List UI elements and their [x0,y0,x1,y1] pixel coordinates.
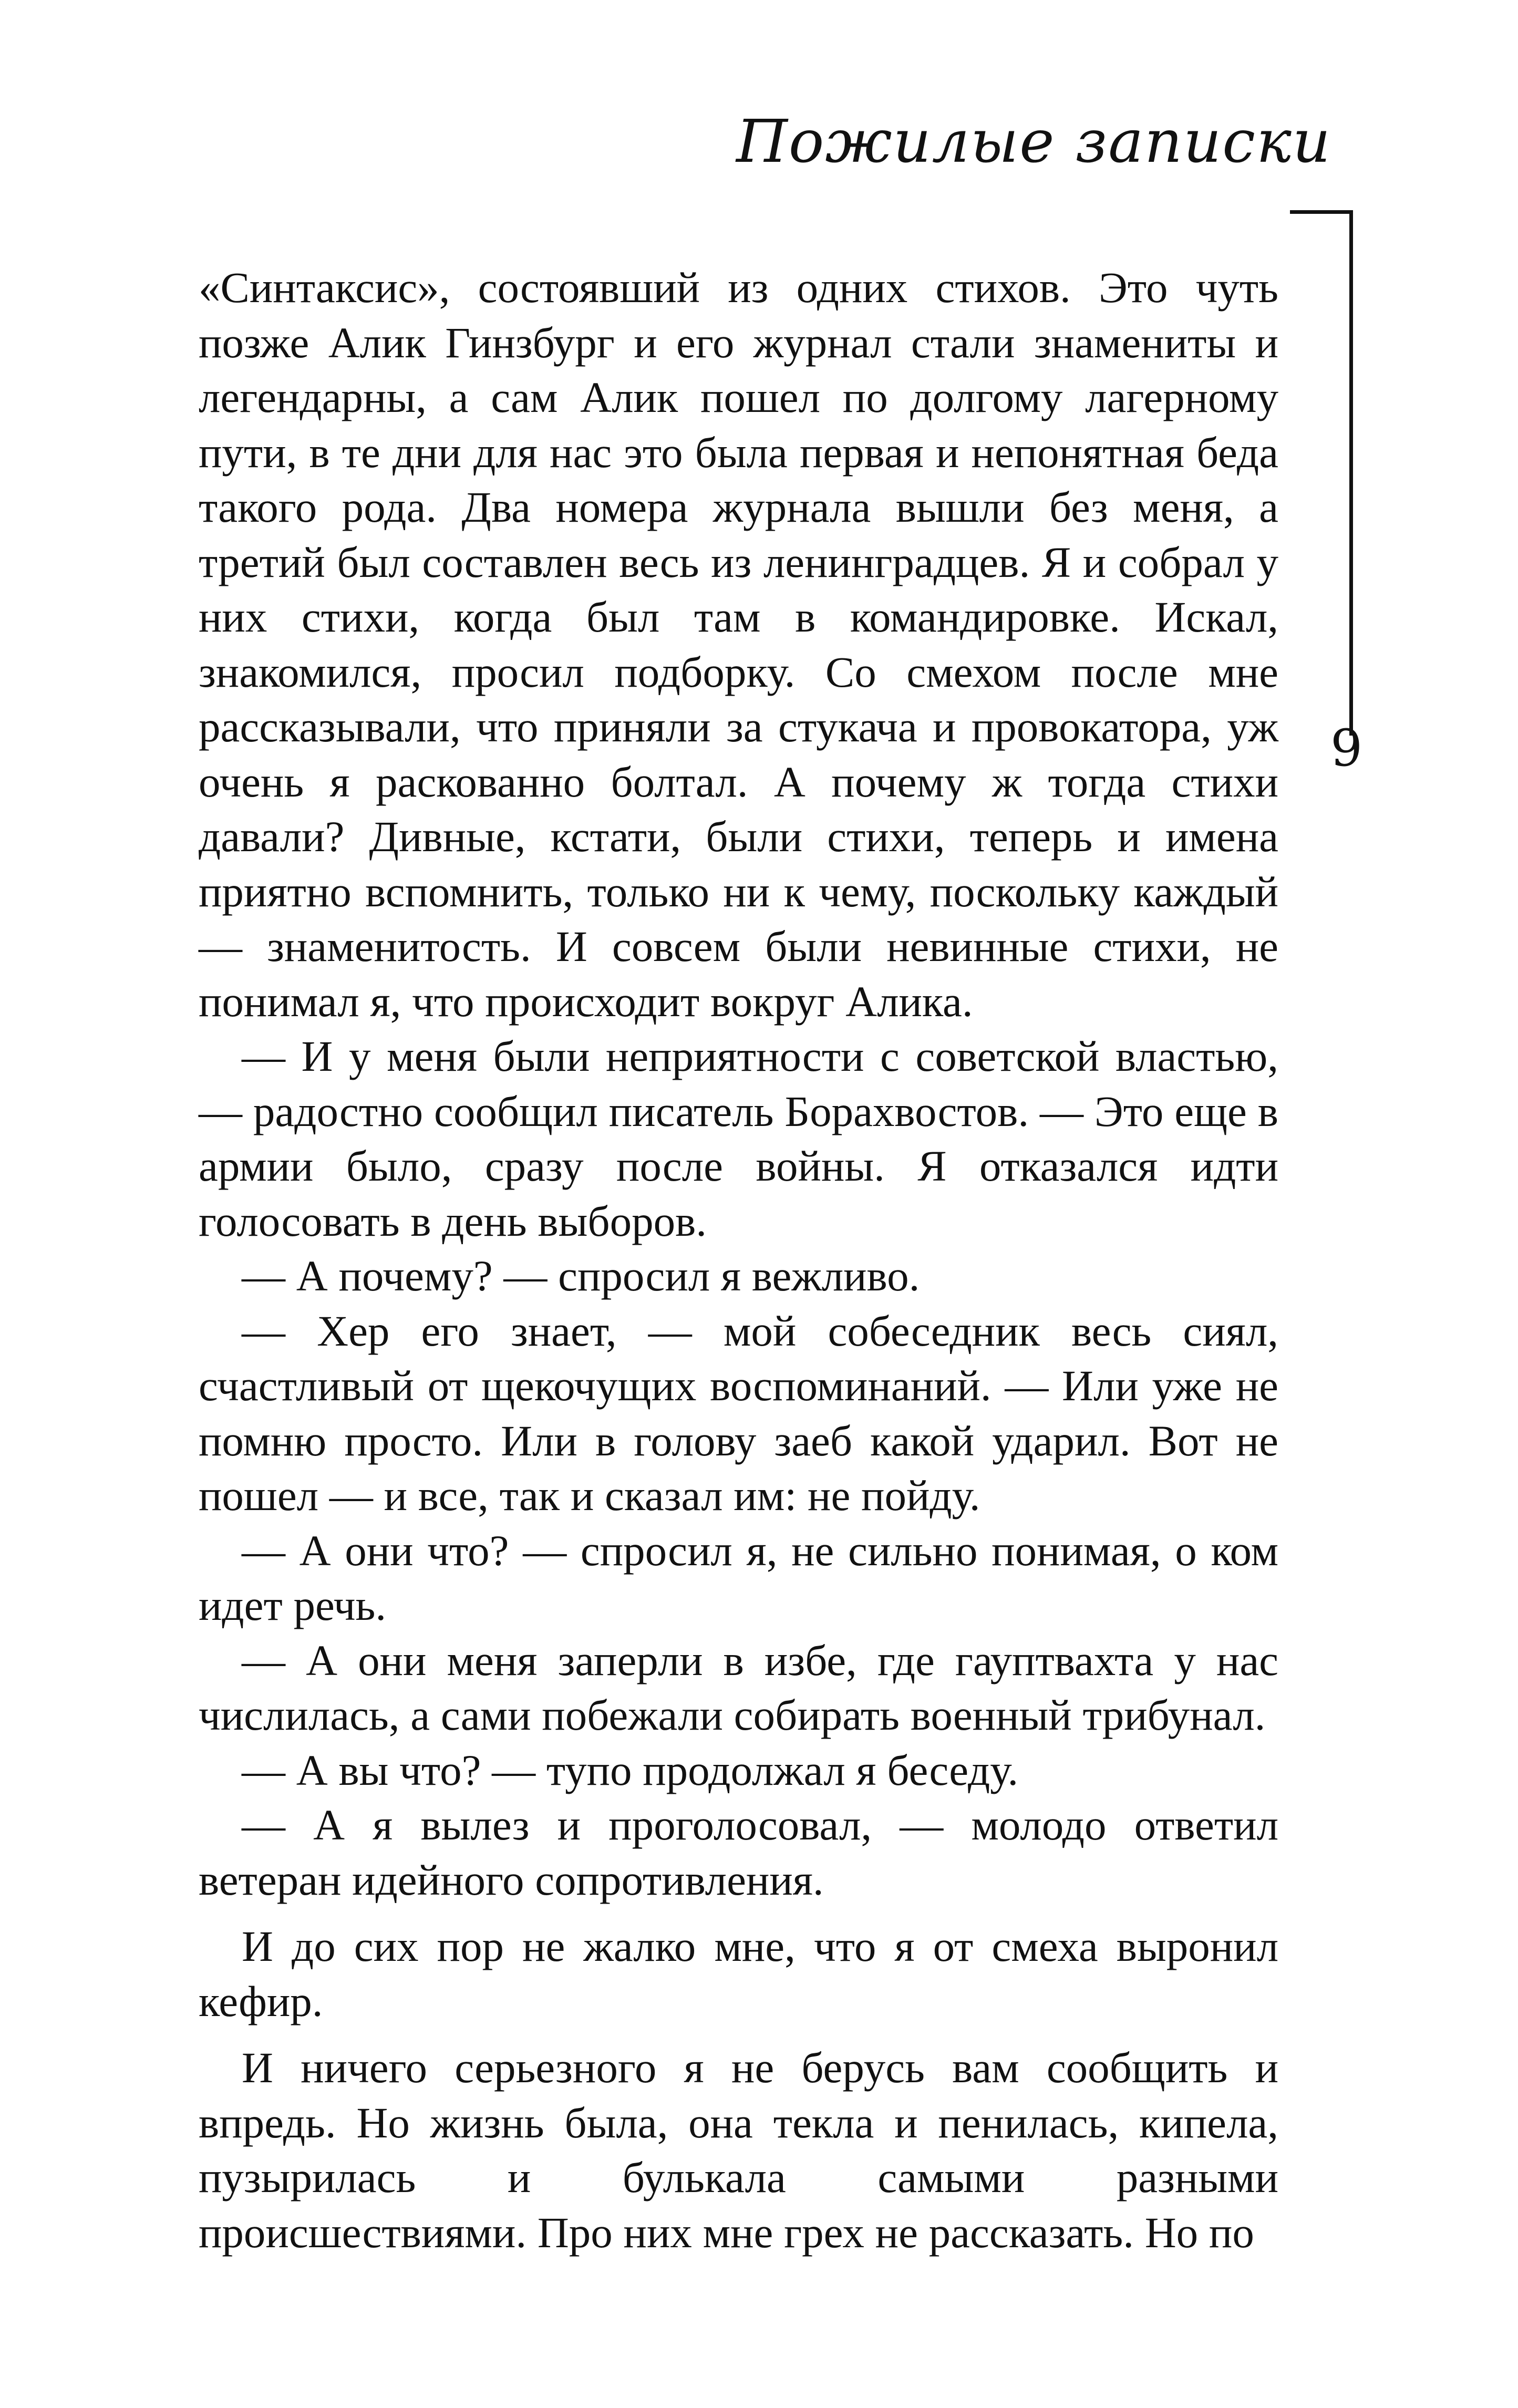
running-title: Пожилые записки [736,108,1331,176]
paragraph: — А вы что? — тупо продолжал я беседу. [242,1745,1019,1794]
body-text [199,260,1278,2260]
paragraph: «Синтаксис», состоявший из одних стихов. Это чуть позже Алик Гинзбург и его журнал стали знамениты и легендарны, а сам Алик пошел по долгому лагерному пути, в те дни для нас это была первая и непонятная беда такого рода. Два номера журнала вышли без меня, а третий был составлен весь из ленинградцев. Я и собрал у них стихи, когда был там в командировке. Искал, знакомился, просил подборку. Со смехом после мне рассказывали, что приняли за стукача и провокатора, уж очень я раскованно болтал. А почему ж тогда стихи давали? Дивные, кстати, были стихи, теперь и имена приятно вспомнить, только ни к чему, поскольку каждый — знаменитость. И совсем были невинные стихи, не понимал я, что происходит вокруг Алика. [199,263,1278,1026]
paragraph: — А они меня заперли в избе, где гауптвахта у нас числилась, а сами побежали собирать военный трибунал. [199,1636,1278,1739]
margin-rule-vertical [1349,210,1353,736]
paragraph: — Хер его знает, — мой собеседник весь сиял, счастливый от щекочущих воспоминаний. — Или уже не помню просто. Или в голову заеб какой ударил. Вот не пошел — и все, так и сказал им: не пойду. [199,1306,1278,1520]
paragraph: И ничего серьезного я не берусь вам сообщить и впредь. Но жизнь была, она текла и пенилась, кипела, пузырилась и булькала самыми разными происшествиями. Про них мне грех не рассказать. Но по [199,2043,1278,2257]
paragraph: И до сих пор не жалко мне, что я от смеха выронил кефир. [199,1922,1278,2025]
paragraph: — А они что? — спросил я, не сильно понимая, о ком идет речь. [199,1526,1278,1629]
paragraph: — И у меня были неприятности с советской властью, — радостно сообщил писатель Борахвостов. — Это еще в армии было, сразу после войны. Я отказался идти голосовать в день выборов. [199,1032,1278,1245]
page-number: 9 [1330,719,1363,778]
header-rule-horizontal [1290,210,1353,214]
paragraph: — А почему? — спросил я вежливо. [242,1252,920,1300]
paragraph: — А я вылез и проголосовал, — молодо ответил ветеран идейного сопротивления. [199,1801,1278,1904]
